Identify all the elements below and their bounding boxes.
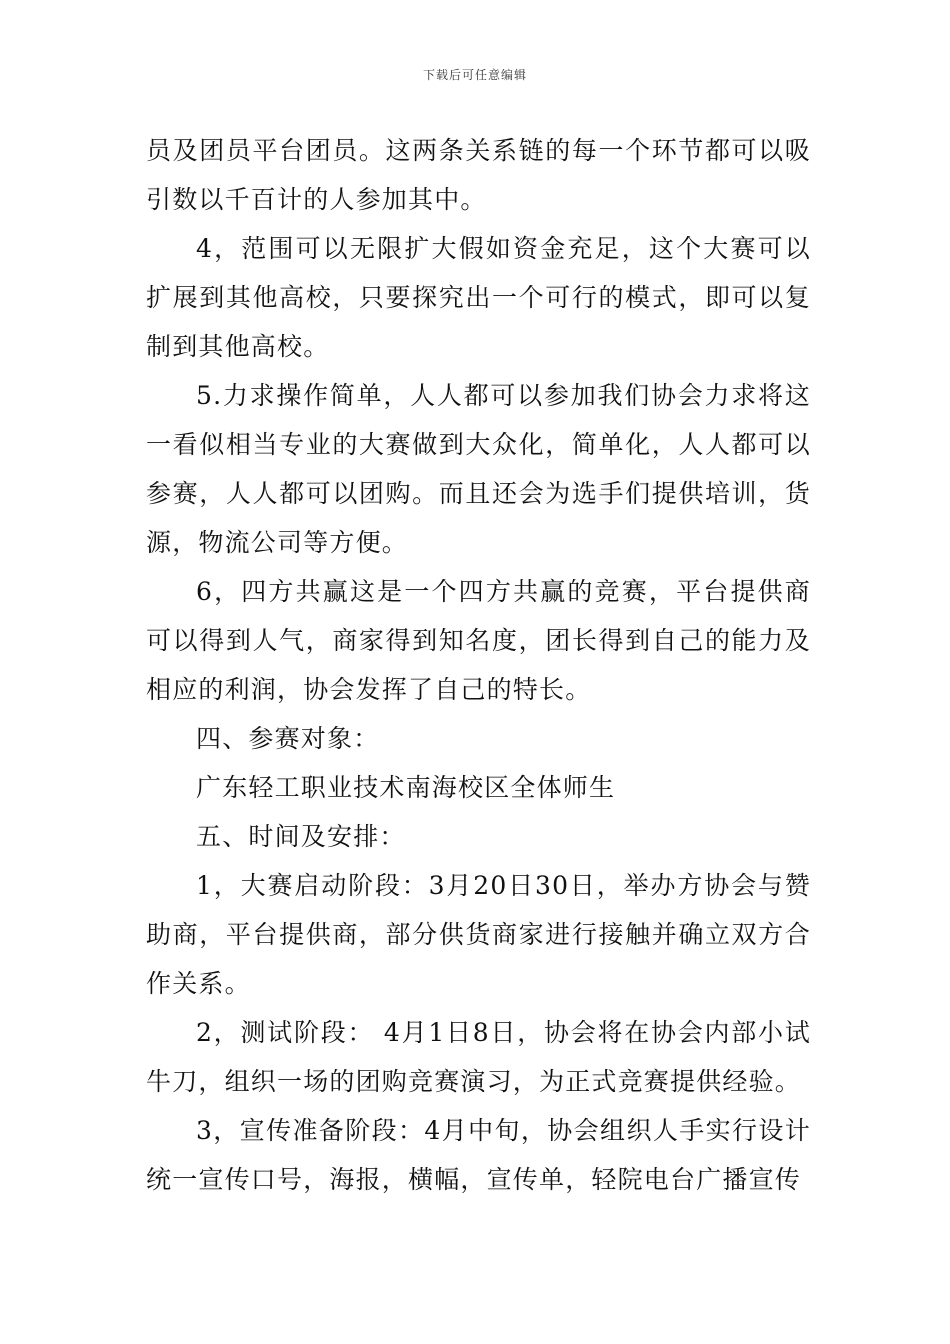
paragraph-stage-3: 3，宣传准备阶段：4月中旬，协会组织人手实行设计统一宣传口号，海报，横幅，宣传单，轻院电台广播宣传 — [146, 1116, 811, 1194]
paragraph-stage-1: 1，大赛启动阶段：3月20日30日，举办方协会与赞助商，平台提供商，部分供货商家进行接触并确立双方合作关系。 — [146, 871, 811, 998]
paragraph-continuation: 员及团员平台团员。这两条关系链的每一个环节都可以吸引数以千百计的人参加其中。 — [146, 136, 811, 214]
paragraph-point-6: 6，四方共赢这是一个四方共赢的竞赛，平台提供商可以得到人气，商家得到知名度，团长得到自己的能力及相应的利润，协会发挥了自己的特长。 — [146, 577, 811, 704]
section-heading-schedule: 五、时间及安排： — [196, 822, 406, 851]
paragraph-point-4: 4，范围可以无限扩大假如资金充足，这个大赛可以扩展到其他高校，只要探究出一个可行的模式，即可以复制到其他高校。 — [146, 234, 811, 361]
paragraph-stage-2: 2，测试阶段： 4月1日8日，协会将在协会内部小试牛刀，组织一场的团购竞赛演习，为正式竞赛提供经验。 — [146, 1018, 811, 1096]
document-body — [146, 126, 811, 1204]
page-header-note: 下载后可任意编辑 — [422, 68, 527, 82]
paragraph-participants: 广东轻工职业技术南海校区全体师生 — [196, 773, 616, 802]
paragraph-point-5: 5.力求操作简单，人人都可以参加我们协会力求将这一看似相当专业的大赛做到大众化，简单化，人人都可以参赛，人人都可以团购。而且还会为选手们提供培训，货源，物流公司等方便。 — [146, 381, 811, 557]
section-heading-participants: 四、参赛对象： — [196, 724, 380, 753]
